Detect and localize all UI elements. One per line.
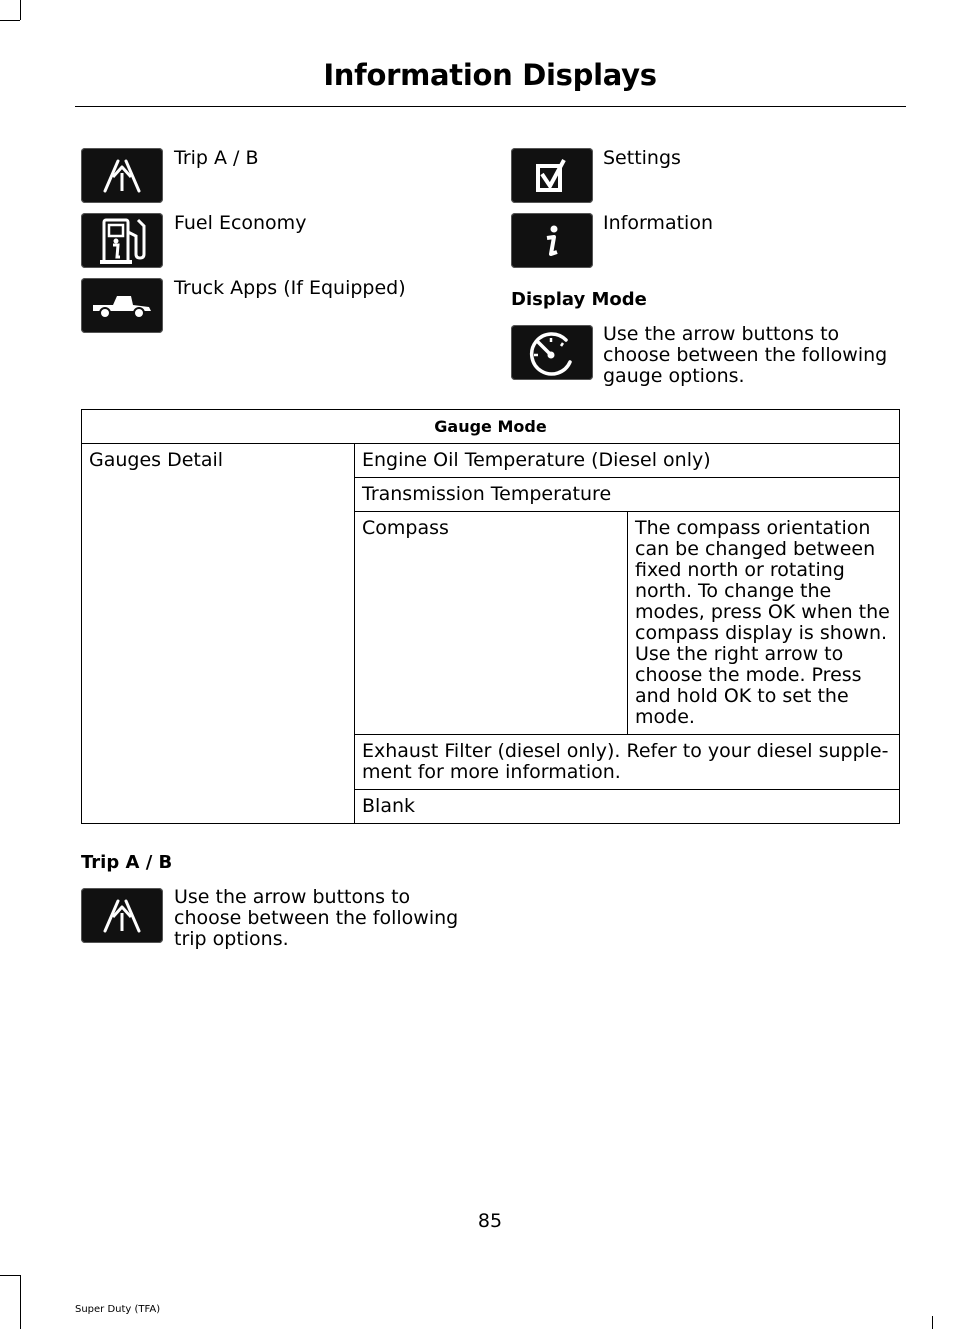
crop-mark: [0, 20, 20, 21]
gauge-speedometer-icon: [511, 325, 593, 380]
crop-mark: [0, 1275, 20, 1276]
menu-item-information: Information: [603, 212, 713, 234]
crop-mark: [20, 0, 21, 20]
page-number: 85: [477, 1210, 503, 1232]
trip-section-heading: Trip A / B: [81, 852, 173, 873]
information-icon: [511, 213, 593, 268]
pickup-truck-icon: [81, 278, 163, 333]
transmission-cell: Transmission Temperature: [355, 478, 900, 512]
menu-item-trip: Trip A / B: [174, 147, 259, 169]
trip-road-icon: [81, 148, 163, 203]
menu-item-truck-apps: Truck Apps (If Equipped): [174, 277, 406, 299]
menu-item-fuel-economy: Fuel Economy: [174, 212, 307, 234]
title-divider: [75, 106, 906, 107]
compass-cell: Compass: [355, 512, 628, 735]
display-mode-heading: Display Mode: [511, 289, 647, 310]
compass-note-cell: The compass orientation can be changed between fixed north or rotating north. To change the modes, press OK when the compass display is shown. Use the right arrow to choose the mode. Press and hold OK to set the mode.: [628, 512, 900, 735]
checkbox-settings-icon: [511, 148, 593, 203]
gauge-table-header: Gauge Mode: [82, 410, 900, 444]
menu-item-settings: Settings: [603, 147, 681, 169]
display-mode-description: Use the arrow buttons to choose between the following gauge options.: [603, 323, 888, 387]
page-title: Information Displays: [323, 58, 657, 92]
trip-road-icon: [81, 888, 163, 943]
gauge-mode-table: [81, 409, 900, 824]
fuel-pump-info-icon: [81, 213, 163, 268]
crop-mark: [932, 1316, 933, 1329]
engine-oil-cell: Engine Oil Temperature (Diesel only): [355, 444, 900, 478]
gauges-detail-cell: Gauges Detail: [82, 444, 355, 824]
exhaust-filter-cell: Exhaust Filter (diesel only). Refer to your diesel supple-ment for more information.: [355, 735, 900, 790]
crop-mark: [20, 1275, 21, 1329]
footer-model: Super Duty (TFA): [75, 1304, 161, 1315]
blank-cell: Blank: [355, 790, 900, 824]
trip-section-description: Use the arrow buttons to choose between the following trip options.: [174, 886, 459, 950]
